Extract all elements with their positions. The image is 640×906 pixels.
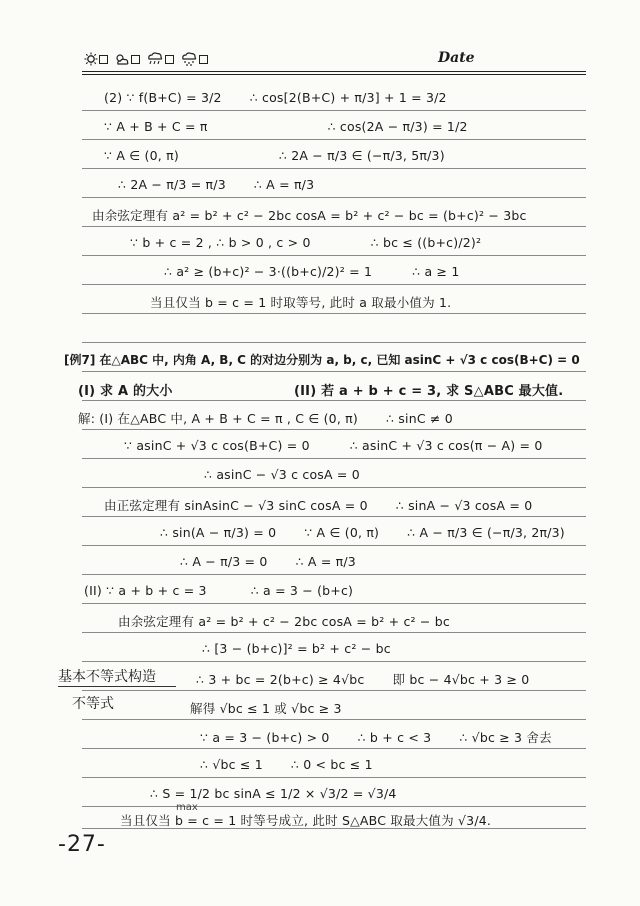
ruled-line — [82, 516, 586, 517]
example-title: [例7] 在△ABC 中, 内角 A, B, C 的对边分别为 a, b, c, 已知 asinC + √3 c cos(B+C) = 0 — [64, 353, 580, 367]
question-2: (II) 若 a + b + c = 3, 求 S△ABC 最大值. — [294, 384, 564, 399]
ruled-line — [82, 226, 586, 227]
math-line: ∵ A + B + C = π ∴ cos(2A − π/3) = 1/2 — [104, 119, 468, 134]
ruled-line — [82, 661, 586, 662]
weather-icons — [84, 48, 208, 70]
math-line: 由正弦定理有 sinAsinC − √3 sinC cosA = 0 ∴ sinA − √3 cosA = 0 — [104, 498, 533, 513]
header-rule — [82, 71, 586, 72]
header-rule-thin — [82, 74, 586, 75]
ruled-line — [82, 284, 586, 285]
side-note-underline — [58, 686, 176, 687]
question-1: (I) 求 A 的大小 — [78, 384, 173, 399]
math-line: 当且仅当 b = c = 1 时等号成立, 此时 S△ABC 取最大值为 √3/4. — [120, 813, 492, 828]
math-line: ∵ a = 3 − (b+c) > 0 ∴ b + c < 3 ∴ √bc ≥ 3 舍去 — [200, 730, 552, 745]
math-line: ∴ [3 − (b+c)]² = b² + c² − bc — [202, 641, 391, 656]
math-line: 解得 √bc ≤ 1 或 √bc ≥ 3 — [190, 701, 342, 716]
ruled-line — [82, 255, 586, 256]
sun-icon — [84, 52, 108, 66]
ruled-line — [82, 719, 586, 720]
math-line: 当且仅当 b = c = 1 时取等号, 此时 a 取最小值为 1. — [150, 295, 452, 310]
math-line: (2) ∵ f(B+C) = 3/2 ∴ cos[2(B+C) + π/3] + 1 = 3/2 — [104, 90, 447, 105]
math-line: ∴ 3 + bc = 2(b+c) ≥ 4√bc 即 bc − 4√bc + 3 ≥ 0 — [196, 672, 530, 687]
math-line: ∵ b + c = 2 , ∴ b > 0 , c > 0 ∴ bc ≤ ((b+c)/2)² — [130, 235, 482, 250]
ruled-line — [82, 487, 586, 488]
math-line: ∴ a² ≥ (b+c)² − 3·((b+c)/2)² = 1 ∴ a ≥ 1 — [164, 264, 460, 279]
ruled-line — [82, 313, 586, 314]
date-label: Date — [438, 50, 475, 66]
rain-icon — [146, 51, 174, 67]
page-number: -27- — [58, 832, 106, 857]
ruled-line — [82, 690, 586, 691]
ruled-line — [82, 110, 586, 111]
snow-icon — [180, 51, 208, 67]
ruled-line — [82, 342, 586, 343]
ruled-line — [82, 603, 586, 604]
ruled-line — [82, 574, 586, 575]
math-line: ∴ A − π/3 = 0 ∴ A = π/3 — [180, 554, 356, 569]
ruled-line — [82, 806, 586, 807]
partly-cloudy-icon — [114, 52, 140, 66]
math-line: ∵ asinC + √3 c cos(B+C) = 0 ∴ asinC + √3 c cos(π − A) = 0 — [124, 438, 543, 453]
ruled-line — [82, 168, 586, 169]
ruled-line — [82, 632, 586, 633]
ruled-line — [82, 400, 586, 401]
ruled-line — [82, 371, 586, 372]
math-line: ∴ sin(A − π/3) = 0 ∵ A ∈ (0, π) ∴ A − π/3 ∈ (−π/3, 2π/3) — [160, 525, 565, 540]
math-line: ∴ 2A − π/3 = π/3 ∴ A = π/3 — [118, 177, 315, 192]
ruled-line — [82, 458, 586, 459]
small-annotation: max — [176, 802, 198, 813]
ruled-line — [82, 429, 586, 430]
ruled-line — [82, 197, 586, 198]
ruled-line — [82, 139, 586, 140]
math-line: ∴ asinC − √3 c cosA = 0 — [204, 467, 360, 482]
math-line: 由余弦定理有 a² = b² + c² − 2bc cosA = b² + c² − bc = (b+c)² − 3bc — [92, 208, 527, 223]
ruled-line — [82, 777, 586, 778]
math-line: 由余弦定理有 a² = b² + c² − 2bc cosA = b² + c² − bc — [118, 614, 450, 629]
ruled-line — [82, 545, 586, 546]
math-line: 解: (I) 在△ABC 中, A + B + C = π , C ∈ (0, π) ∴ sinC ≠ 0 — [78, 411, 453, 426]
math-line: ∵ A ∈ (0, π) ∴ 2A − π/3 ∈ (−π/3, 5π/3) — [104, 148, 445, 163]
ruled-line — [82, 748, 586, 749]
math-line: (II) ∵ a + b + c = 3 ∴ a = 3 − (b+c) — [84, 583, 354, 598]
math-line: ∴ √bc ≤ 1 ∴ 0 < bc ≤ 1 — [200, 757, 373, 772]
side-note: 基本不等式构造 — [58, 669, 156, 685]
side-note: 不等式 — [72, 696, 114, 712]
math-line: ∴ S = 1/2 bc sinA ≤ 1/2 × √3/2 = √3/4 — [150, 786, 397, 801]
